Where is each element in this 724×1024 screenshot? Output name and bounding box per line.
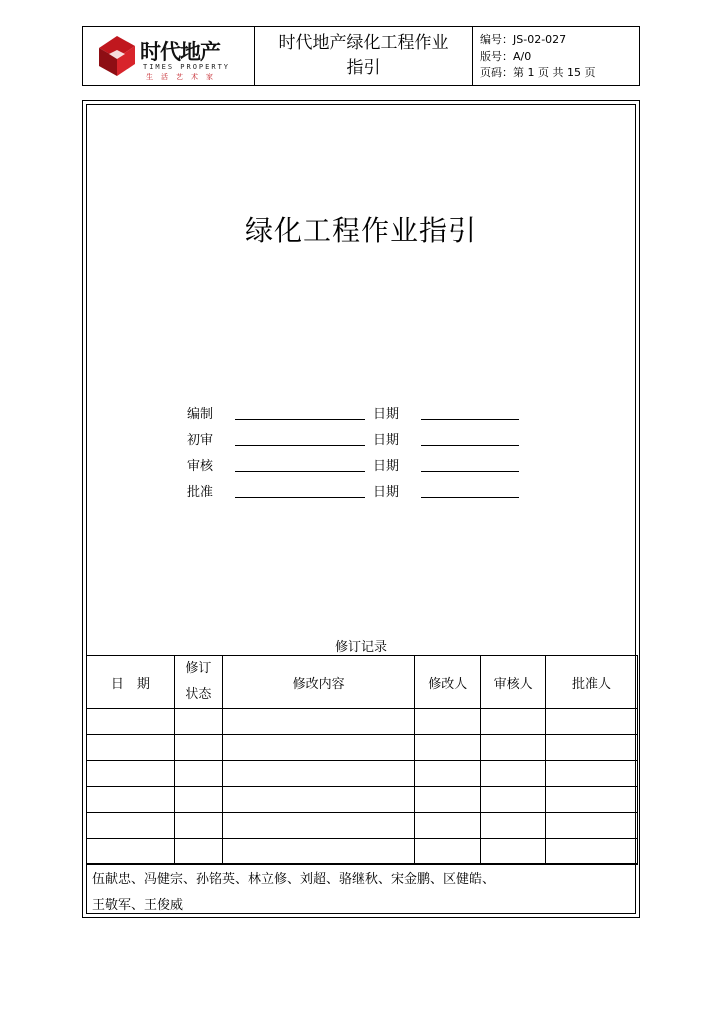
table-cell [481, 709, 546, 735]
signoff-date-label: 日期 [373, 433, 400, 448]
signoff-date-line [421, 497, 519, 498]
table-row [87, 735, 638, 761]
signoff-date-label: 日期 [373, 485, 400, 500]
signoff-name-line [235, 471, 365, 472]
signoff-date-label: 日期 [373, 407, 400, 422]
revision-table [86, 655, 638, 865]
table-cell [415, 735, 481, 761]
signoff-date-line [421, 471, 519, 472]
table-cell [87, 735, 175, 761]
col-revision-state-line2: 状态 [185, 687, 212, 702]
participant-names-line1: 伍献忠、冯健宗、孙铭英、林立修、刘超、骆继秋、宋金鹏、区健皓、 [92, 872, 496, 887]
revision-record-title: 修订记录 [334, 640, 387, 655]
table-cell [546, 839, 638, 865]
table-cell [174, 813, 222, 839]
doc-version: 版号：A/0 [480, 49, 532, 63]
table-cell [222, 761, 415, 787]
table-cell [222, 787, 415, 813]
document-header [82, 26, 640, 86]
signoff-name-line [235, 419, 365, 420]
signoff-date-line [421, 419, 519, 420]
table-row [87, 761, 638, 787]
col-revision-state [174, 656, 222, 709]
signoff-row [187, 455, 527, 477]
table-row [87, 787, 638, 813]
doc-page: 页码：第 1 页 共 15 页 [480, 66, 596, 79]
document-title: 绿化工程作业指引 [244, 214, 477, 247]
signoff-row [187, 429, 527, 451]
col-revision-state-line1: 修订 [185, 661, 212, 676]
table-cell [87, 761, 175, 787]
col-reviewer: 审核人 [481, 656, 546, 709]
doc-code: 编号：JS-02-027 [480, 33, 567, 46]
table-row [87, 839, 638, 865]
participant-names [86, 863, 638, 918]
table-cell [481, 839, 546, 865]
signoff-name-line [235, 497, 365, 498]
table-cell [87, 787, 175, 813]
table-row [87, 709, 638, 735]
table-cell [481, 813, 546, 839]
times-logo-icon [95, 34, 137, 78]
table-cell [174, 709, 222, 735]
header-meta [473, 27, 639, 85]
signoff-row [187, 403, 527, 425]
logo-slogan: 生活艺术家 [146, 73, 221, 81]
header-title-line2: 指引 [346, 58, 381, 78]
logo-chinese-name: 时代地产 [140, 40, 220, 64]
table-row [87, 813, 638, 839]
signoff-label: 审核 [187, 459, 214, 474]
signoff-date-label: 日期 [373, 459, 400, 474]
document-inner-frame [86, 104, 636, 914]
table-cell [415, 787, 481, 813]
header-title-line1: 时代地产绿化工程作业 [278, 33, 449, 53]
table-cell [546, 709, 638, 735]
signoff-row [187, 481, 527, 503]
table-cell [174, 787, 222, 813]
signoff-label: 编制 [187, 407, 214, 422]
table-cell [415, 813, 481, 839]
signoff-name-line [235, 445, 365, 446]
participant-names-line2: 王敬军、王俊威 [92, 898, 184, 913]
header-title [255, 27, 473, 85]
col-modifier: 修改人 [415, 656, 481, 709]
signoff-label: 初审 [187, 433, 214, 448]
table-cell [481, 761, 546, 787]
table-cell [222, 839, 415, 865]
revision-header-row [87, 656, 638, 709]
col-date: 日 期 [87, 656, 175, 709]
table-cell [415, 761, 481, 787]
col-content: 修改内容 [222, 656, 415, 709]
document-frame [82, 100, 640, 918]
table-cell [546, 813, 638, 839]
table-cell [546, 761, 638, 787]
table-cell [87, 839, 175, 865]
table-cell [481, 787, 546, 813]
table-cell [415, 839, 481, 865]
table-cell [87, 709, 175, 735]
company-logo [83, 27, 255, 85]
table-cell [546, 787, 638, 813]
table-cell [546, 735, 638, 761]
table-cell [87, 813, 175, 839]
table-cell [415, 709, 481, 735]
table-cell [481, 735, 546, 761]
table-cell [174, 735, 222, 761]
signoff-date-line [421, 445, 519, 446]
table-cell [222, 709, 415, 735]
table-cell [222, 813, 415, 839]
table-cell [222, 735, 415, 761]
signoff-label: 批准 [187, 485, 214, 500]
col-approver: 批准人 [546, 656, 638, 709]
logo-english-name: TIMES PROPERTY [143, 63, 231, 71]
table-cell [174, 839, 222, 865]
table-cell [174, 761, 222, 787]
